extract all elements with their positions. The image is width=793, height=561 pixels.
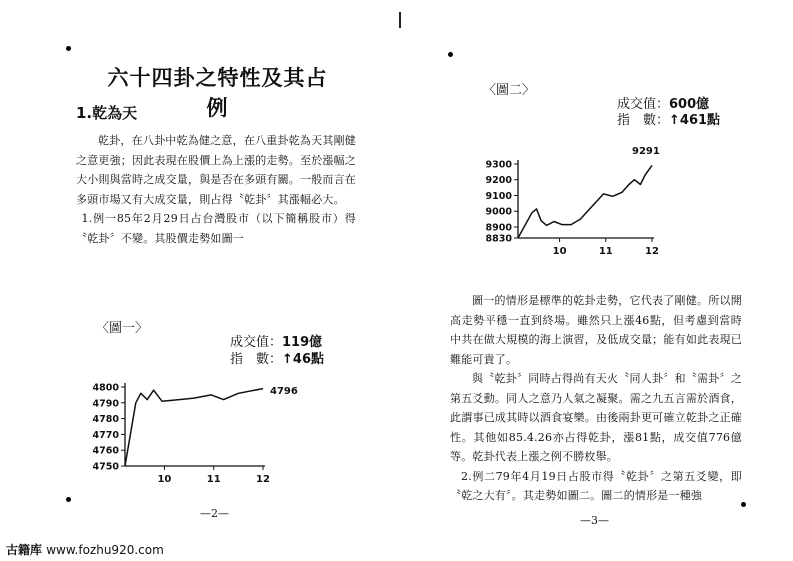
page-number: —2— <box>200 507 229 520</box>
paragraph: 與〝乾卦〞同時占得尚有天火〝同人卦〞和〝需卦〞之第五爻動。同人之意乃人氣之凝聚。需之九五言需於酒食，此謂事已成其時以酒食宴樂。由後兩卦更可確立乾卦之正確性。其他如85.4.26亦占得乾卦，漲81點，成交值776億等。乾卦代表上漲之例不勝枚舉。 <box>450 372 742 463</box>
points-label: 指 數： <box>617 113 670 128</box>
series-line <box>125 389 263 466</box>
bullet-dot <box>448 52 453 57</box>
paragraph: 圖一的情形是標準的乾卦走勢，它代表了剛健。所以開高走勢平穩一直到終場。雖然只上漲46點，但考慮到當時中共在做大規模的海上演習，及低成交量；能有如此表現已難能可貴了。 <box>450 294 742 366</box>
volume-label: 成交值： <box>230 335 283 350</box>
page-number: —3— <box>580 514 609 527</box>
left-body-text <box>76 131 356 248</box>
y-tick-label: 9200 <box>485 175 512 187</box>
points-stat <box>230 348 324 367</box>
series-line <box>518 165 652 238</box>
y-tick-label: 4800 <box>92 382 119 394</box>
paragraph: 2.例二79年4月19日占股市得〝乾卦〞之第五爻變，即〝乾之大有〞。其走勢如圖二。圖二的情形是一種強 <box>450 469 742 502</box>
right-body-text <box>450 291 742 506</box>
y-tick-label: 9300 <box>485 159 512 171</box>
points-value: ↑46點 <box>282 352 324 367</box>
bullet-dot <box>66 497 71 502</box>
y-tick-label: 9100 <box>485 190 512 202</box>
points-value: ↑461點 <box>669 113 721 128</box>
y-tick-label: 8830 <box>485 233 512 245</box>
volume-value: 119億 <box>282 335 323 350</box>
points-stat <box>617 109 720 128</box>
x-tick-label: 10 <box>552 246 567 257</box>
y-tick-label: 4770 <box>92 429 119 441</box>
x-tick-label: 11 <box>598 246 613 257</box>
y-tick-label: 8900 <box>485 222 512 234</box>
volume-value: 600億 <box>669 97 710 112</box>
y-tick-label: 4790 <box>92 398 119 410</box>
section-heading: 1.乾為天 <box>76 104 138 122</box>
chart-figure-2 <box>470 142 670 257</box>
figure-label: 〈圖二〉 <box>483 83 536 98</box>
top-mark <box>399 12 401 28</box>
y-tick-label: 4780 <box>92 414 119 426</box>
site-url[interactable]: www.fozhu920.com <box>46 543 164 557</box>
x-tick-label: 12 <box>256 474 270 485</box>
bullet-dot <box>66 46 71 51</box>
x-tick-label: 12 <box>645 246 659 257</box>
y-tick-label: 4760 <box>92 445 119 457</box>
figure-label: 〈圖一〉 <box>96 321 149 336</box>
end-value-label: 9291 <box>632 146 660 157</box>
footer-watermark <box>6 541 164 558</box>
volume-label: 成交值： <box>617 97 670 112</box>
y-tick-label: 4750 <box>92 461 119 473</box>
page-title: 六十四卦之特性及其占例 <box>107 66 328 120</box>
chart-figure-1 <box>85 378 298 490</box>
x-tick-label: 11 <box>206 474 221 485</box>
paragraph: 1.例一85年2月29日占台灣股市（以下簡稱股市）得〝乾卦〞不變。其股價走勢如圖一 <box>76 212 356 245</box>
site-name: 古籍库 <box>6 543 43 557</box>
end-value-label: 4796 <box>270 386 298 397</box>
x-tick-label: 10 <box>157 474 172 485</box>
points-label: 指 數： <box>230 352 283 367</box>
y-tick-label: 9000 <box>485 206 512 218</box>
paragraph: 乾卦，在八卦中乾為健之意，在八重卦乾為天其剛健之意更強；因此表現在股價上為上漲的走勢。至於漲幅之大小則與當時之成交量，與是否在多頭有關。一般而言在多頭市場又有大成交量，則占得〝乾卦〞其漲幅必大。 <box>76 134 356 206</box>
